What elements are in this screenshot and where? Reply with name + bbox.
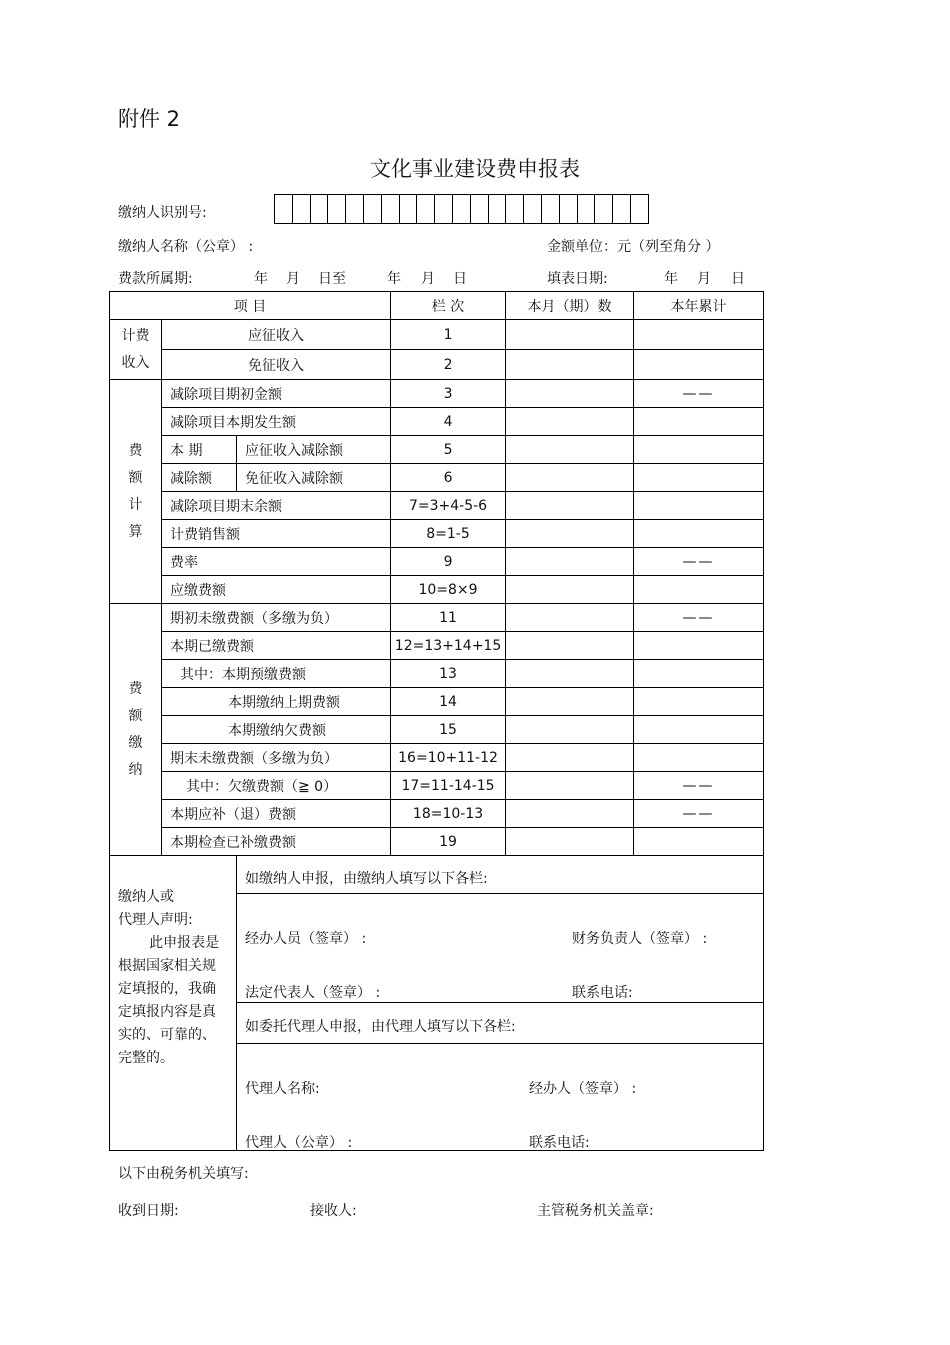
taxpayer-id-digit-box[interactable] — [275, 194, 293, 224]
row-item: 应征收入减除额 — [237, 436, 391, 464]
row-line: 1 — [391, 320, 506, 350]
row-item: 减除项目本期发生额 — [162, 408, 391, 436]
cell-current[interactable] — [506, 576, 634, 604]
cell-ytd[interactable] — [634, 828, 764, 856]
row-line: 13 — [391, 660, 506, 688]
cell-current[interactable] — [506, 828, 634, 856]
cell-current[interactable] — [506, 632, 634, 660]
cell-ytd[interactable] — [634, 320, 764, 350]
cell-current[interactable] — [506, 350, 634, 380]
row-item: 应缴费额 — [162, 576, 391, 604]
period-year2: 年 — [387, 271, 401, 287]
row-item: 计费销售额 — [162, 520, 391, 548]
cell-current[interactable] — [506, 716, 634, 744]
taxpayer-id-digit-box[interactable] — [613, 194, 631, 224]
agent-contact-phone[interactable]: 联系电话: — [529, 1135, 590, 1151]
agent-name[interactable]: 代理人名称: — [245, 1081, 320, 1097]
row-item: 其中：本期预缴费额 — [162, 660, 391, 688]
row-item: 本期缴纳上期费额 — [162, 688, 391, 716]
taxpayer-id-digit-box[interactable] — [578, 194, 596, 224]
cell-ytd[interactable] — [634, 350, 764, 380]
cell-current[interactable] — [506, 436, 634, 464]
taxpayer-id-digit-box[interactable] — [542, 194, 560, 224]
row-line: 7=3+4-5-6 — [391, 492, 506, 520]
row-item: 其中：欠缴费额（≧ 0） — [162, 772, 391, 800]
row-line: 11 — [391, 604, 506, 632]
row-line: 9 — [391, 548, 506, 576]
taxpayer-id-digit-box[interactable] — [560, 194, 578, 224]
cell-ytd[interactable] — [634, 436, 764, 464]
fill-date-label: 填表日期: — [547, 271, 608, 287]
cell-ytd[interactable] — [634, 492, 764, 520]
declaration-table — [109, 291, 764, 1151]
header-current: 本月（期）数 — [506, 292, 634, 320]
taxpayer-id-digit-box[interactable] — [346, 194, 364, 224]
attachment-label: 附件 2 — [118, 107, 181, 131]
row-line: 5 — [391, 436, 506, 464]
form-title: 文化事业建设费申报表 — [370, 157, 580, 181]
header-ytd: 本年累计 — [634, 292, 764, 320]
row-item: 期末未缴费额（多缴为负） — [162, 744, 391, 772]
tax-office-note: 以下由税务机关填写: — [118, 1166, 249, 1182]
cell-current[interactable] — [506, 660, 634, 688]
cell-ytd[interactable] — [634, 632, 764, 660]
agent-declare-heading: 如委托代理人申报，由代理人填写以下各栏: — [245, 1019, 516, 1035]
cell-current[interactable] — [506, 380, 634, 408]
row-item: 本期应补（退）费额 — [162, 800, 391, 828]
cell-ytd[interactable] — [634, 520, 764, 548]
taxpayer-id-digit-box[interactable] — [382, 194, 400, 224]
row-line: 4 — [391, 408, 506, 436]
taxpayer-id-digit-box[interactable] — [400, 194, 418, 224]
period-day1-to: 日至 — [318, 271, 346, 287]
group-fee-payment: 费 额 缴 纳 — [110, 604, 162, 856]
taxpayer-id-digit-box[interactable] — [631, 194, 649, 224]
taxpayer-id-digit-box[interactable] — [524, 194, 542, 224]
cell-ytd[interactable] — [634, 688, 764, 716]
declaration-statement: 缴纳人或 代理人声明: 此申报表是 根据国家相关规 定填报的，我确 定填报内容是真 实的、可靠的、 完整的。 — [110, 856, 237, 1151]
row-item: 减除项目期初金额 — [162, 380, 391, 408]
row-item: 费率 — [162, 548, 391, 576]
taxpayer-id-digit-box[interactable] — [435, 194, 453, 224]
cell-current[interactable] — [506, 492, 634, 520]
period-month2: 月 — [421, 271, 435, 287]
cell-ytd-na: —— — [634, 800, 764, 828]
row-line: 8=1-5 — [391, 520, 506, 548]
cell-current[interactable] — [506, 520, 634, 548]
cell-current[interactable] — [506, 688, 634, 716]
amount-unit-label: 金额单位：元（列至角分 ） — [547, 239, 720, 255]
cell-ytd-na: —— — [634, 548, 764, 576]
row-item: 本期检查已补缴费额 — [162, 828, 391, 856]
taxpayer-id-digit-box[interactable] — [471, 194, 489, 224]
row-line: 15 — [391, 716, 506, 744]
row-line: 14 — [391, 688, 506, 716]
cell-current[interactable] — [506, 800, 634, 828]
fill-day: 日 — [731, 271, 745, 287]
header-item: 项 目 — [110, 292, 391, 320]
period-year1: 年 — [254, 271, 268, 287]
row-line: 3 — [391, 380, 506, 408]
self-declare-heading: 如缴纳人申报，由缴纳人填写以下各栏: — [245, 871, 488, 887]
row-line: 6 — [391, 464, 506, 492]
row-item: 免征收入 — [162, 350, 391, 380]
cell-current[interactable] — [506, 408, 634, 436]
cell-ytd[interactable] — [634, 408, 764, 436]
cell-ytd[interactable] — [634, 464, 764, 492]
taxpayer-id-digit-box[interactable] — [417, 194, 435, 224]
taxpayer-name-label: 缴纳人名称（公章） : — [118, 239, 254, 255]
cell-current[interactable] — [506, 772, 634, 800]
legal-rep-signature[interactable]: 法定代表人（签章） : — [245, 985, 381, 1001]
row-subgroup: 本 期 — [162, 436, 237, 464]
taxpayer-id-digit-box[interactable] — [453, 194, 471, 224]
cell-current[interactable] — [506, 464, 634, 492]
period-label: 费款所属期: — [118, 271, 193, 287]
taxpayer-id-boxes[interactable] — [274, 194, 649, 224]
period-day2: 日 — [453, 271, 467, 287]
row-line: 10=8×9 — [391, 576, 506, 604]
taxpayer-id-label: 缴纳人识别号: — [118, 205, 207, 221]
group-fee-calculation: 费 额 计 算 — [110, 380, 162, 604]
taxpayer-id-digit-box[interactable] — [364, 194, 382, 224]
row-subgroup: 减除额 — [162, 464, 237, 492]
taxpayer-id-digit-box[interactable] — [506, 194, 524, 224]
row-line: 12=13+14+15 — [391, 632, 506, 660]
finance-head-signature[interactable]: 财务负责人（签章） : — [572, 931, 708, 947]
cell-ytd[interactable] — [634, 660, 764, 688]
taxpayer-id-digit-box[interactable] — [489, 194, 507, 224]
row-line: 19 — [391, 828, 506, 856]
received-date[interactable]: 收到日期: — [118, 1203, 179, 1219]
cell-ytd[interactable] — [634, 576, 764, 604]
fill-month: 月 — [697, 271, 711, 287]
cell-current[interactable] — [506, 548, 634, 576]
header-line: 栏 次 — [391, 292, 506, 320]
cell-ytd-na: —— — [634, 772, 764, 800]
receiver[interactable]: 接收人: — [310, 1203, 357, 1219]
cell-current[interactable] — [506, 320, 634, 350]
tax-office-seal[interactable]: 主管税务机关盖章: — [537, 1203, 654, 1219]
cell-ytd[interactable] — [634, 744, 764, 772]
period-month1: 月 — [286, 271, 300, 287]
row-line: 16=10+11-12 — [391, 744, 506, 772]
taxpayer-id-digit-box[interactable] — [595, 194, 613, 224]
agent-seal[interactable]: 代理人（公章） : — [245, 1135, 353, 1151]
handler-signature[interactable]: 经办人员（签章） : — [245, 931, 367, 947]
row-item: 应征收入 — [162, 320, 391, 350]
cell-current[interactable] — [506, 604, 634, 632]
taxpayer-id-digit-box[interactable] — [311, 194, 329, 224]
cell-ytd-na: —— — [634, 604, 764, 632]
signature-area — [237, 856, 764, 1151]
row-line: 2 — [391, 350, 506, 380]
row-item: 期初未缴费额（多缴为负） — [162, 604, 391, 632]
contact-phone[interactable]: 联系电话: — [572, 985, 633, 1001]
row-line: 17=11-14-15 — [391, 772, 506, 800]
cell-ytd[interactable] — [634, 716, 764, 744]
group-billing-income: 计费 收入 — [110, 320, 162, 380]
row-item: 本期缴纳欠费额 — [162, 716, 391, 744]
row-item: 免征收入减除额 — [237, 464, 391, 492]
row-item: 减除项目期末余额 — [162, 492, 391, 520]
cell-current[interactable] — [506, 744, 634, 772]
row-line: 18=10-13 — [391, 800, 506, 828]
agent-handler-signature[interactable]: 经办人（签章） : — [529, 1081, 637, 1097]
row-item: 本期已缴费额 — [162, 632, 391, 660]
taxpayer-id-digit-box[interactable] — [328, 194, 346, 224]
taxpayer-id-digit-box[interactable] — [293, 194, 311, 224]
cell-ytd-na: —— — [634, 380, 764, 408]
fill-year: 年 — [664, 271, 678, 287]
